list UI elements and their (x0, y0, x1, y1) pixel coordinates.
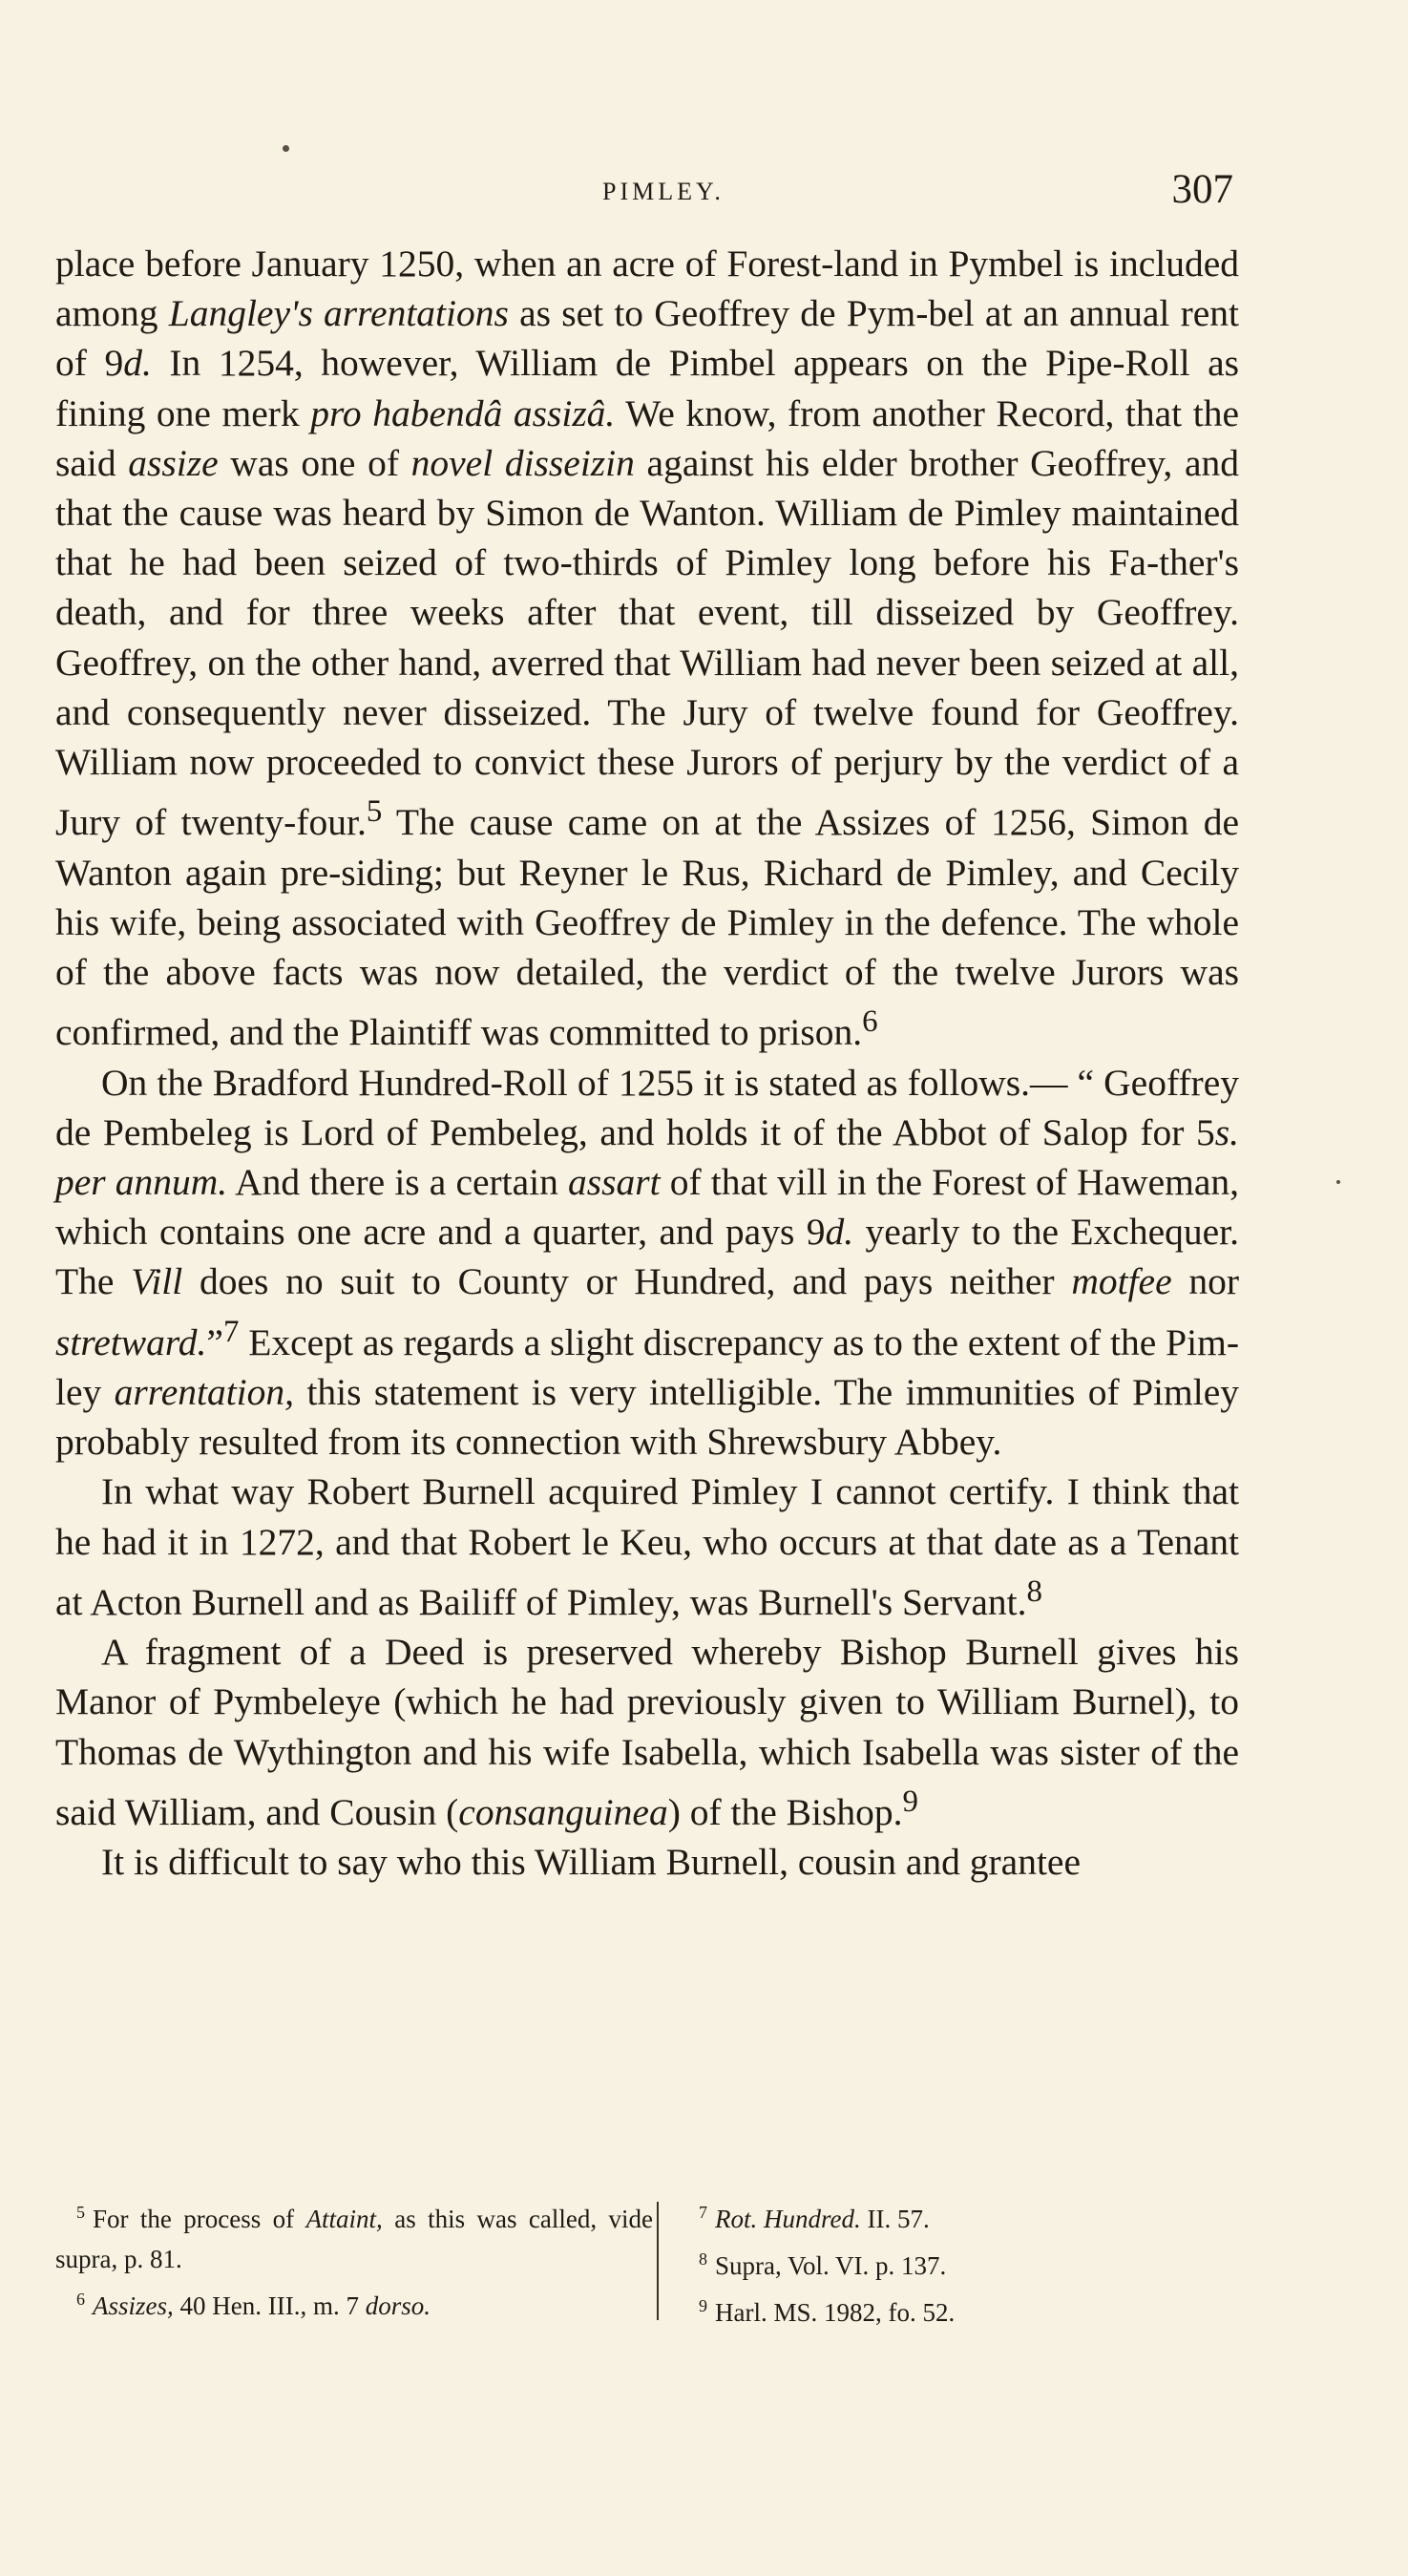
text-run: In 1254, however, William de Pimbel appears on the Pipe-Roll as fining one merk (55, 342, 1240, 434)
text-run: 40 Hen. III., m. 7 (173, 2291, 366, 2320)
running-head (53, 160, 1233, 218)
text-run: ” (206, 1320, 223, 1363)
footnotes (55, 2192, 1239, 2327)
footnote-5 (55, 2192, 653, 2279)
footnote-8 (699, 2239, 1195, 2286)
footnote-mark: 7 (699, 2203, 707, 2222)
footnote-7 (699, 2192, 1195, 2239)
paragraph (55, 1467, 1239, 1627)
text-run: does no suit to County or Hundred, and pays neither (182, 1260, 1072, 1303)
footnote-ref-5[interactable]: 5 (366, 794, 383, 830)
italic-run: Rot. Hundred. (715, 2205, 861, 2233)
footnote-mark: 8 (699, 2249, 707, 2269)
text-run: against his elder brother Geoffrey, and that the cause was heard by Simon de Wanton. William de Pimley maintained that he had been seized of two-thirds of Pimley long before his Fa-ther's death, and for three weeks after that event, till disseized by Geoffrey. Geoffrey, on the other hand, averred that William had never been seized at all, and consequently never disseized. The Jury of twelve found for Geoffrey. William now proceeded to convict these Jurors of perjury by the verdict of a Jury of twenty-four. (55, 441, 1239, 844)
text-run: It is difficult to say who this William Burnell, cousin and grantee (101, 1841, 1081, 1884)
italic-run: pro habendâ assizâ. (310, 391, 616, 434)
text-run: On the Bradford Hundred-Roll of 1255 it is stated as follows.— “ Geoffrey de Pembeleg is Lord of Pembeleg, and holds it of the Abbot of Salop for 5 (55, 1061, 1239, 1153)
text-run: Supra, Vol. VI. p. 137. (715, 2251, 947, 2280)
footnote-mark: 5 (76, 2203, 85, 2222)
text-run: as set to Geoffrey de Pym-bel at an annual rent of 9 (55, 292, 1240, 385)
text-run: this statement is very intelligible. The immunities of Pimley probably resulted from its connection with Shrewsbury Abbey. (55, 1370, 1239, 1464)
italic-run: novel disseizin (410, 441, 635, 484)
footnote-column-left (55, 2192, 653, 2326)
page-number: 307 (1171, 167, 1233, 212)
italic-run: assize (128, 441, 219, 484)
ink-speck (1336, 1180, 1340, 1184)
italic-run: Attaint, (305, 2205, 383, 2233)
paragraph (55, 1627, 1239, 1837)
text-run: In what way Robert Burnell acquired Pimley I cannot certify. I think that he had it in 1272, and that Robert le Keu, who occurs at that date as a Tenant at Acton Burnell and as Bailiff of Pimley, was Burnell's Servant. (55, 1470, 1239, 1623)
text-run: II. 57. (860, 2205, 930, 2233)
footnote-mark: 6 (76, 2290, 85, 2309)
paragraph (55, 1837, 1239, 1887)
text-run: Harl. MS. 1982, fo. 52. (715, 2298, 956, 2327)
footnote-ref-9[interactable]: 9 (902, 1784, 918, 1819)
italic-run: Assizes, (93, 2291, 174, 2320)
text-run: The cause came on at the Assizes of 1256, Simon de Wanton again pre-siding; but Reyner le Rus, Richard de Pimley, and Cecily his wife, being associated with Geoffrey de Pimley in the defence. The whole of the above facts was now detailed, the verdict of the twelve Jurors was confirmed, and the Plaintiff was committed to prison. (55, 801, 1239, 1054)
italic-run: s. per annum. (55, 1110, 1239, 1203)
running-title: PIMLEY. (602, 178, 725, 205)
footnote-ref-7[interactable]: 7 (222, 1314, 240, 1349)
italic-run: d. (825, 1211, 854, 1254)
italic-run: Vill (131, 1260, 183, 1303)
text-run: ) of the Bishop. (667, 1790, 903, 1833)
italic-run: Langley's arrentations (168, 292, 509, 335)
footnote-mark: 9 (699, 2296, 707, 2315)
ink-speck (283, 145, 289, 152)
text-run: yearly to the Exchequer. The (55, 1211, 1239, 1303)
paragraph (55, 239, 1239, 1058)
text-run: And there is a certain (227, 1160, 569, 1203)
text-run: For the process of (93, 2205, 306, 2233)
paragraph (55, 1058, 1239, 1467)
italic-run: consanguinea (458, 1790, 668, 1833)
text-run: A fragment of a Deed is preserved whereby Bishop Burnell gives his Manor of Pymbeleye (which he had previously given to William Burnel), to Thomas de Wythington and his wife Isabella, which Isabella was sister of the said William, and Cousin ( (55, 1631, 1239, 1833)
footnote-6 (55, 2279, 653, 2326)
italic-run: d. (123, 342, 152, 385)
italic-run: assart (568, 1160, 661, 1203)
footnote-column-right (699, 2192, 1195, 2333)
text-run: of that vill in the Forest of Haweman, which contains one acre and a quarter, and pays 9 (55, 1160, 1239, 1254)
text-run: nor (1171, 1260, 1239, 1303)
text-run: was one of (218, 441, 411, 484)
body-text (55, 239, 1239, 1887)
footnote-9 (699, 2286, 1195, 2333)
italic-run: dorso. (365, 2291, 431, 2320)
italic-run: motfee (1071, 1260, 1172, 1303)
footnote-divider (657, 2202, 659, 2320)
footnote-ref-8[interactable]: 8 (1026, 1573, 1042, 1609)
footnote-ref-6[interactable]: 6 (862, 1004, 878, 1040)
text-run: Except as regards a slight discrepancy as to the extent of the Pim-ley (55, 1320, 1239, 1413)
italic-run: stretward. (55, 1320, 207, 1363)
text-run: We know, from another Record, that the said (55, 391, 1239, 484)
text-run: place before January 1250, when an acre of Forest-land in Pymbel is included among (55, 243, 1239, 335)
italic-run: arrentation, (114, 1370, 295, 1413)
text-run: as this was called, vide supra, p. 81. (55, 2205, 653, 2273)
